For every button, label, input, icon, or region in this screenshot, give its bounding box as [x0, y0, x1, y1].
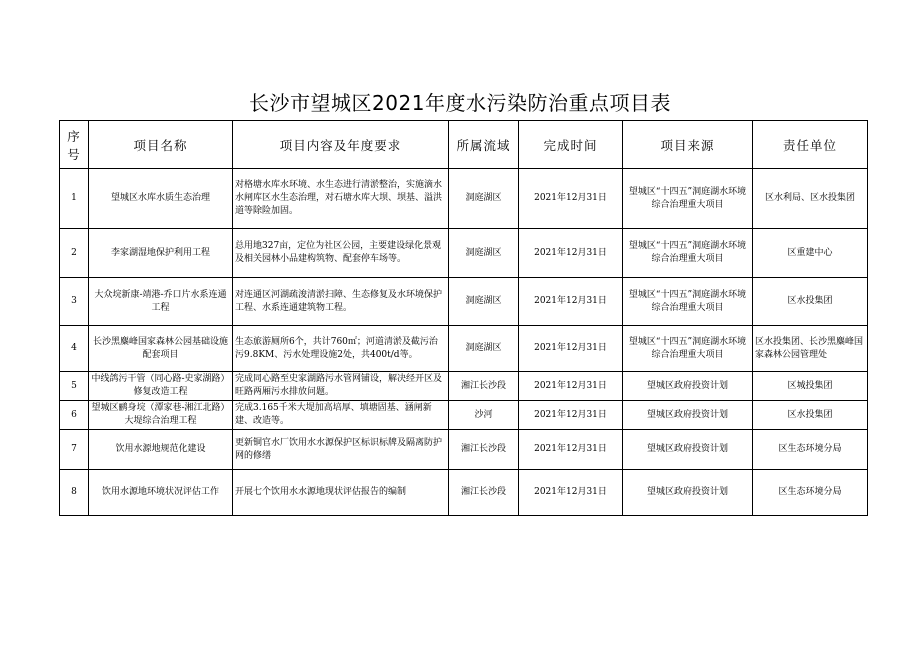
cell-source: 望城区“十四五”洞庭湖水环境综合治理重大项目 [623, 278, 753, 326]
cell-basin: 沙河 [449, 401, 519, 430]
cell-no: 4 [60, 326, 89, 372]
table-row [60, 401, 868, 430]
cell-unit: 区生态环境分局 [753, 430, 868, 470]
cell-content: 更新铜官水厂饮用水水源保护区标识标牌及隔离防护网的修缮 [233, 430, 449, 470]
cell-name: 中线鸽污干管（同心路-史家湖路）修复改造工程 [89, 372, 233, 401]
cell-source: 望城区“十四五”洞庭湖水环境综合治理重大项目 [623, 326, 753, 372]
cell-source: 望城区政府投资计划 [623, 372, 753, 401]
cell-unit: 区水投集团 [753, 401, 868, 430]
cell-unit: 区重建中心 [753, 229, 868, 278]
table-row [60, 278, 868, 326]
cell-date: 2021年12月31日 [519, 430, 623, 470]
cell-basin: 洞庭湖区 [449, 326, 519, 372]
cell-no: 2 [60, 229, 89, 278]
cell-source: 望城区“十四五”洞庭湖水环境综合治理重大项目 [623, 229, 753, 278]
cell-no: 7 [60, 430, 89, 470]
table-row [60, 430, 868, 470]
cell-no: 6 [60, 401, 89, 430]
cell-name: 望城区水库水质生态治理 [89, 169, 233, 229]
cell-date: 2021年12月31日 [519, 278, 623, 326]
cell-date: 2021年12月31日 [519, 229, 623, 278]
cell-basin: 洞庭湖区 [449, 169, 519, 229]
header-basin: 所属流域 [449, 121, 519, 169]
cell-source: 望城区政府投资计划 [623, 430, 753, 470]
cell-unit: 区生态环境分局 [753, 470, 868, 516]
table-row [60, 169, 868, 229]
header-unit: 责任单位 [753, 121, 868, 169]
cell-unit: 区水投集团 [753, 278, 868, 326]
cell-content: 生态旅游厕所6个，共计760㎡；河道清淤及截污治污9.8KM、污水处理设施2处，共400t/d等。 [233, 326, 449, 372]
cell-basin: 洞庭湖区 [449, 229, 519, 278]
cell-content: 总用地327亩，定位为社区公园，主要建设绿化景观及相关园林小品建构筑物、配套停车场等。 [233, 229, 449, 278]
cell-date: 2021年12月31日 [519, 372, 623, 401]
project-table [59, 120, 868, 516]
cell-date: 2021年12月31日 [519, 401, 623, 430]
cell-no: 3 [60, 278, 89, 326]
cell-unit: 区水利局、区水投集团 [753, 169, 868, 229]
cell-name: 望城区鹂身垸（潭家巷-湘江北路）大堤综合治理工程 [89, 401, 233, 430]
header-no: 序号 [60, 121, 89, 169]
document-title: 长沙市望城区2021年度水污染防治重点项目表 [249, 91, 671, 115]
cell-content: 对连通区河湖疏浚清淤扫障、生态修复及水环境保护工程、水系连通建筑物工程。 [233, 278, 449, 326]
table-header-row [60, 121, 868, 169]
cell-source: 望城区“十四五”洞庭湖水环境综合治理重大项目 [623, 169, 753, 229]
cell-no: 1 [60, 169, 89, 229]
cell-name: 大众垸新康-靖港-乔口片水系连通工程 [89, 278, 233, 326]
table-row [60, 470, 868, 516]
table-row [60, 372, 868, 401]
header-name: 项目名称 [89, 121, 233, 169]
cell-unit: 区水投集团、长沙黑麋峰国家森林公园管理处 [753, 326, 868, 372]
cell-name: 饮用水源地规范化建设 [89, 430, 233, 470]
header-content: 项目内容及年度要求 [233, 121, 449, 169]
cell-date: 2021年12月31日 [519, 326, 623, 372]
cell-basin: 湘江长沙段 [449, 372, 519, 401]
header-source: 项目来源 [623, 121, 753, 169]
cell-basin: 湘江长沙段 [449, 430, 519, 470]
cell-no: 8 [60, 470, 89, 516]
cell-content: 对格塘水库水环境、水生态进行清淤整治，实施滴水水闸库区水生态治理，对石塘水库大坝、坝基、溢洪道等除险加固。 [233, 169, 449, 229]
cell-content: 开展七个饮用水水源地现状评估报告的编制 [233, 470, 449, 516]
cell-name: 长沙黑麋峰国家森林公园基础设施配套项目 [89, 326, 233, 372]
cell-basin: 洞庭湖区 [449, 278, 519, 326]
header-date: 完成时间 [519, 121, 623, 169]
table-row [60, 326, 868, 372]
cell-no: 5 [60, 372, 89, 401]
cell-name: 饮用水源地环境状况评估工作 [89, 470, 233, 516]
table-row [60, 229, 868, 278]
cell-unit: 区城投集团 [753, 372, 868, 401]
cell-date: 2021年12月31日 [519, 470, 623, 516]
cell-date: 2021年12月31日 [519, 169, 623, 229]
cell-name: 李家湖湿地保护利用工程 [89, 229, 233, 278]
cell-source: 望城区政府投资计划 [623, 470, 753, 516]
cell-basin: 湘江长沙段 [449, 470, 519, 516]
cell-content: 完成3.165千米大堤加高培厚、填塘固基、涵闸新建、改造等。 [233, 401, 449, 430]
cell-source: 望城区政府投资计划 [623, 401, 753, 430]
cell-content: 完成同心路至史家湖路污水管网铺设，解决经开区及旺路两厢污水排放问题。 [233, 372, 449, 401]
